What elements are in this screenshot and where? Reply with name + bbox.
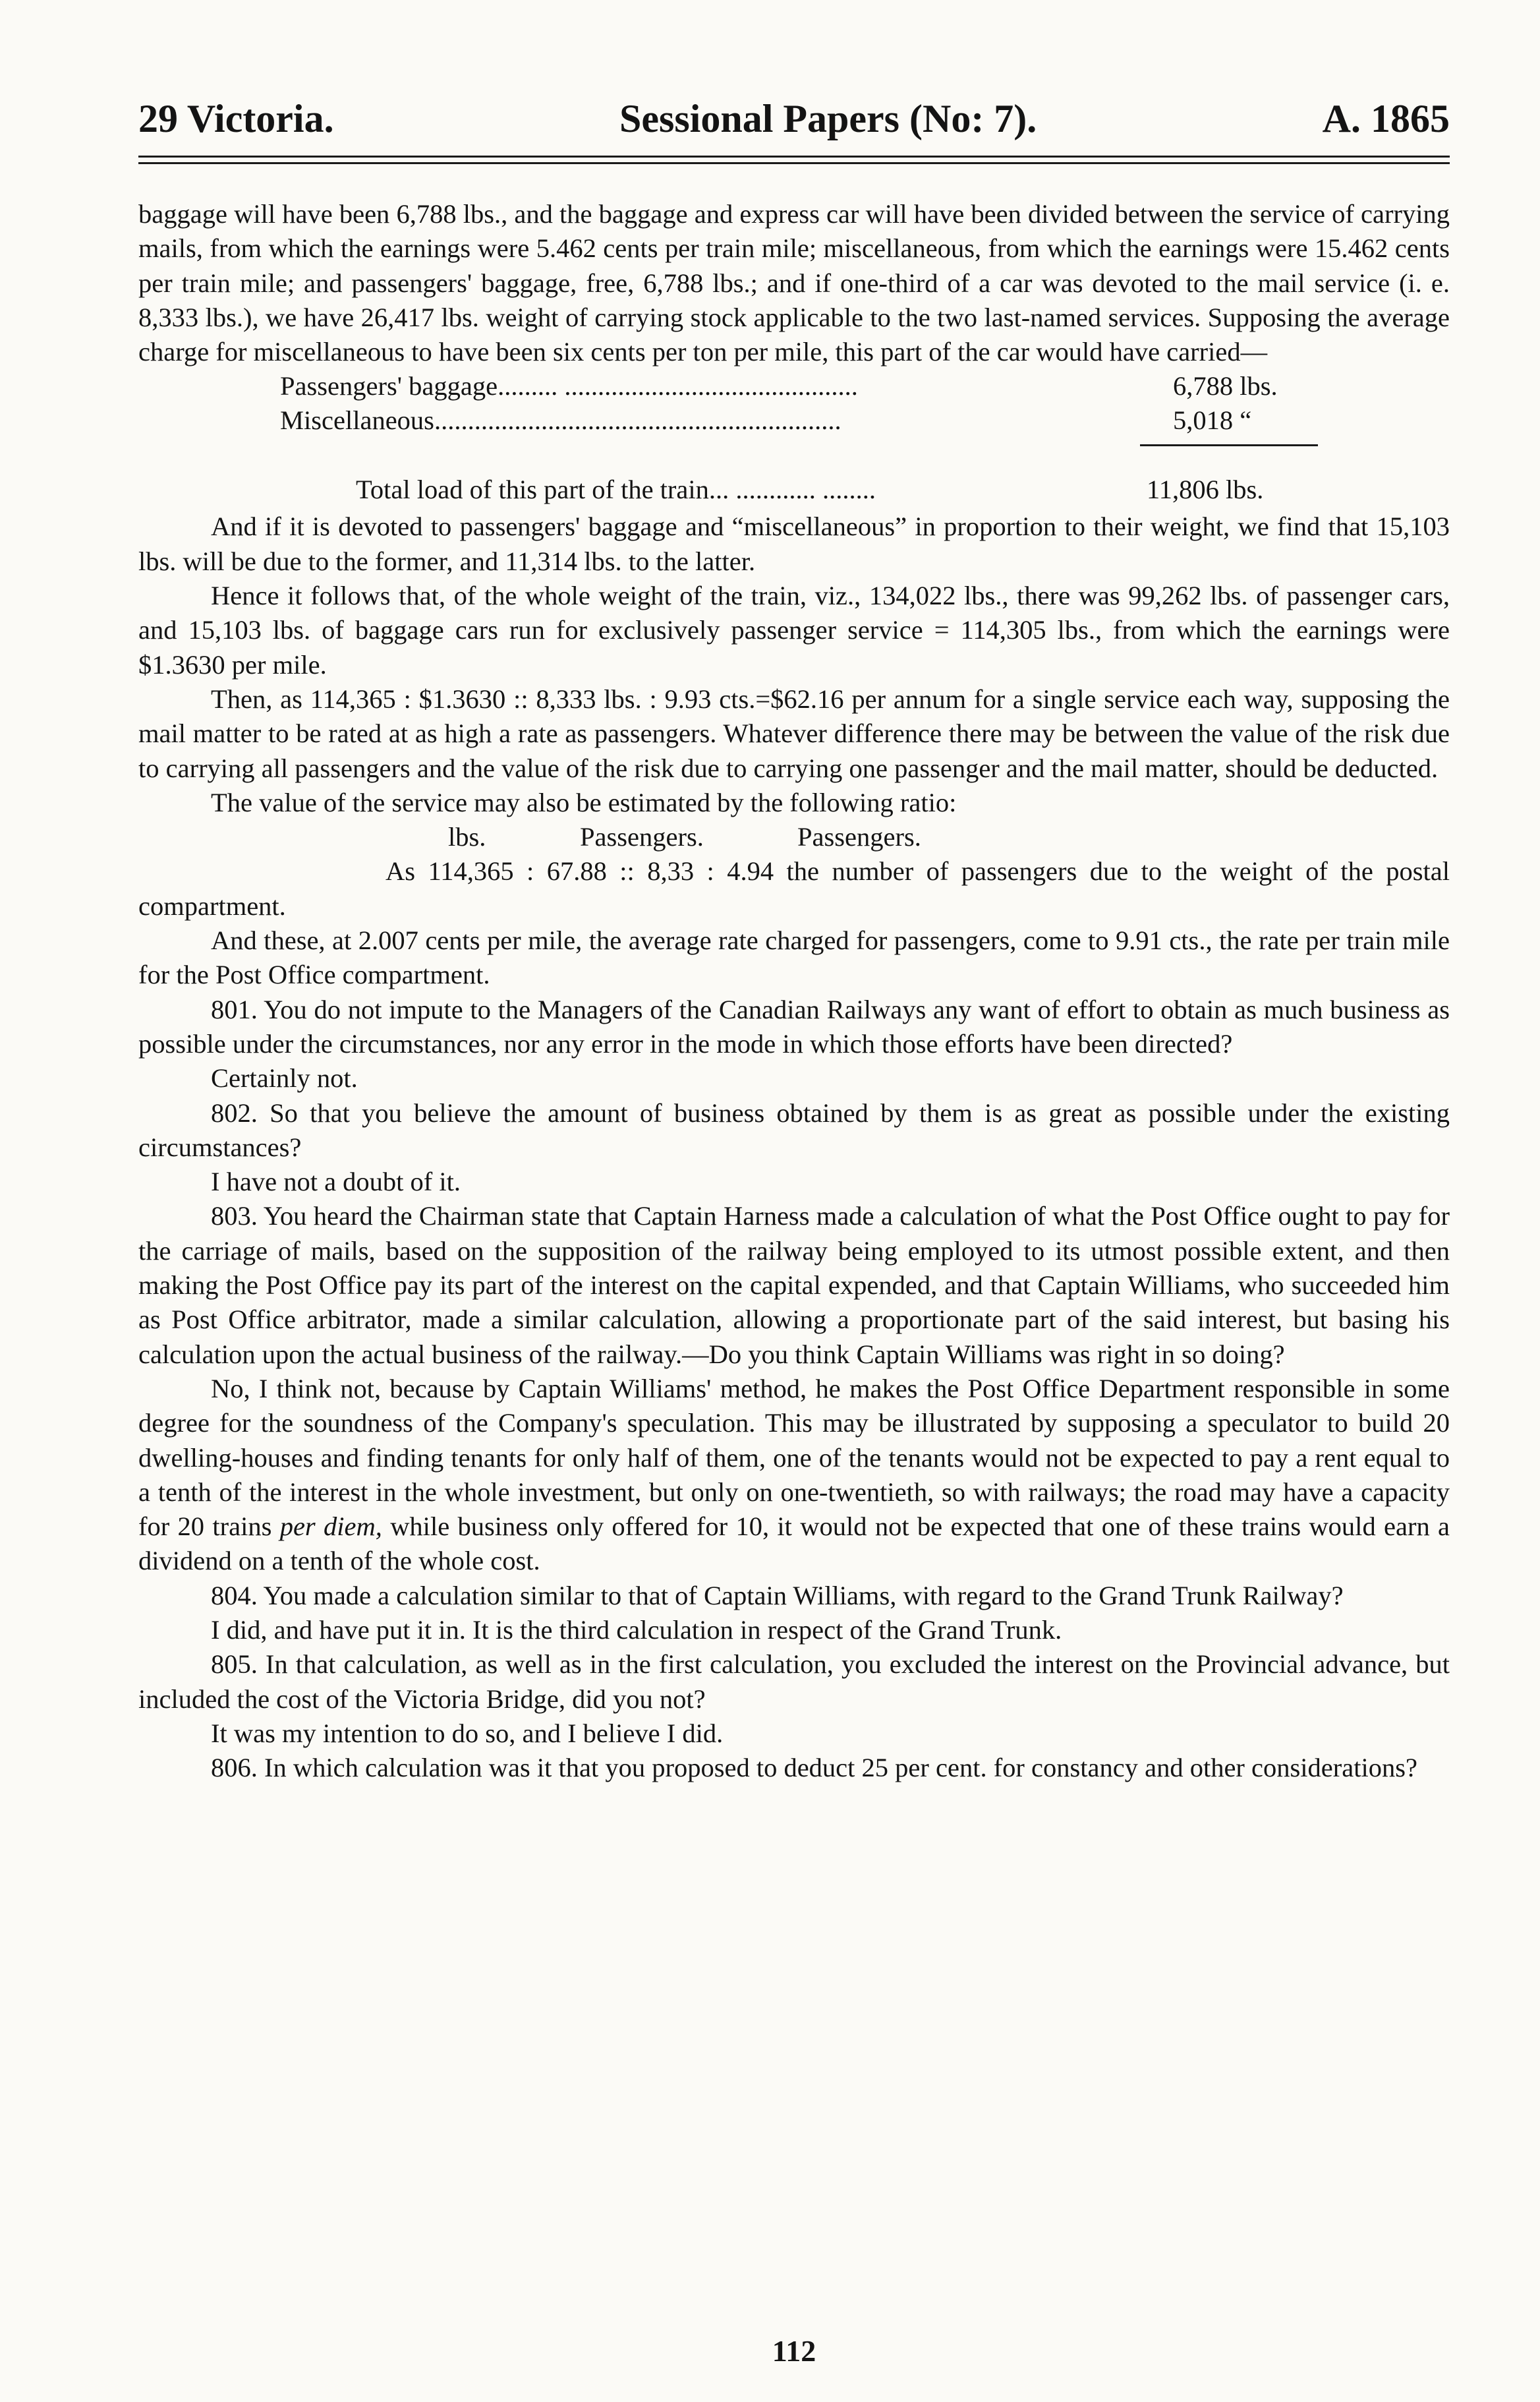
question: 804. You made a calculation similar to that of Captain Williams, with regard to the Grand Trunk Railway?	[211, 1580, 1344, 1610]
paragraph: Hence it follows that, of the whole weight of the train, viz., 134,022 lbs., there was 99,262 lbs. of passenger cars, and 15,103 lbs. of baggage cars run for exclusively passenger service = 114,305 lbs., from which the earnings were $1.3630 per mile.	[138, 581, 1450, 680]
load-row-label: Miscellaneous.............................................................	[280, 405, 841, 436]
header-session: 29 Victoria.	[138, 97, 334, 140]
load-row-value: 6,788 lbs.	[1173, 371, 1278, 401]
answer: Certainly not.	[211, 1063, 358, 1094]
paragraph: baggage will have been 6,788 lbs., and the baggage and express car will have been divided between the service of carrying mails, from which the earnings were 5.462 cents per train mile; miscellaneous, from which the earnings were 15.462 cents per train mile; and passengers' baggage, free, 6,788 lbs.; and if one-third of a car was devoted to the mail service (i. e. 8,333 lbs.), we have 26,417 lbs. weight of carrying stock applicable to the two last-named services. Supposing the average charge for miscellaneous to have been six cents per ton per mile, this part of the car would have carried—	[138, 199, 1450, 367]
load-total	[138, 473, 1450, 510]
body-text	[138, 197, 1450, 1785]
answer-part: No, I think not, because by Captain Williams' method, he makes the Post Office Department responsible in some degree for the soundness of the Company's speculation. This may be illustrated by supposing a speculator to build 20 dwelling-houses and finding tenants for only half of them, one of the tenants would not be expected to pay a rent equal to a tenth of the interest in the whole investment, but only on one-twentieth, so with railways; the road may have a capacity for 20 trains	[138, 1373, 1450, 1542]
paragraph: And if it is devoted to passengers' baggage and “miscellaneous” in proportion to their weight, we find that 15,103 lbs. will be due to the former, and 11,314 lbs. to the latter.	[138, 512, 1450, 576]
question: 802. So that you believe the amount of business obtained by them is as great as possible under the existing circumstances?	[138, 1098, 1450, 1162]
header-title: Sessional Papers (No: 7).	[619, 97, 1037, 140]
total-label: Total load of this part of the train... ............ ........	[356, 475, 876, 505]
answer: I did, and have put it in. It is the third calculation in respect of the Grand Trunk.	[211, 1614, 1062, 1645]
sum-rule	[1140, 444, 1318, 446]
ratio-header-cell: Passengers.	[580, 822, 704, 852]
ratio-header-cell: Passengers.	[797, 822, 921, 852]
document-page	[138, 92, 1450, 2386]
header-rule-top	[138, 156, 1450, 158]
question: 806. In which calculation was it that you proposed to deduct 25 per cent. for constancy and other considerations?	[211, 1753, 1417, 1783]
header-rule-bottom	[138, 162, 1450, 164]
header-year: A. 1865	[1322, 97, 1450, 140]
answer: It was my intention to do so, and I believe I did.	[211, 1718, 724, 1748]
question: 803. You heard the Chairman state that Captain Harness made a calculation of what the Post Office ought to pay for the carriage of mails, based on the supposition of the railway being employed to its utmost possible extent, and then making the Post Office pay its part of the interest on the capital expended, and that Captain Williams, who succeeded him as Post Office arbitrator, made a similar calculation, allowing a proportionate part of the said interest, but basing his calculation upon the actual business of the railway.—Do you think Captain Williams was right in so doing?	[138, 1201, 1450, 1369]
latin-phrase: per diem,	[279, 1511, 382, 1542]
paragraph: The value of the service may also be estimated by the following ratio:	[211, 787, 957, 817]
load-row-label: Passengers' baggage......... ............................................	[280, 371, 858, 401]
question: 805. In that calculation, as well as in the first calculation, you excluded the interest on the Provincial advance, but included the cost of the Victoria Bridge, did you not?	[138, 1649, 1450, 1714]
ratio-line: As 114,365 : 67.88 :: 8,33 : 4.94 the number of passengers due to the weight of the postal compartment.	[138, 856, 1450, 921]
ratio-header	[138, 820, 1450, 854]
answer: I have not a doubt of it.	[211, 1167, 461, 1197]
running-header	[138, 92, 1450, 152]
paragraph: Then, as 114,365 : $1.3630 :: 8,333 lbs. : 9.93 cts.=$62.16 per annum for a single service each way, supposing the mail matter to be rated at as high a rate as passengers. Whatever difference there may be between the value of the risk due to carrying all passengers and the value of the risk due to carrying one passenger and the mail matter, should be deducted.	[138, 684, 1450, 783]
paragraph: And these, at 2.007 cents per mile, the average rate charged for passengers, come to 9.91 cts., the rate per train mile for the Post Office compartment.	[138, 925, 1450, 990]
question: 801. You do not impute to the Managers of the Canadian Railways any want of effort to obtain as much business as possible under the circumstances, nor any error in the mode in which those efforts have been directed?	[138, 994, 1450, 1059]
answer	[138, 1372, 1450, 1579]
load-row-value: 5,018 “	[1173, 405, 1252, 436]
load-table	[138, 369, 1450, 473]
page-number: 112	[772, 2334, 816, 2368]
answer-part: while business only offered for 10, it would not be expected that one of these trains would earn a dividend on a tenth of the whole cost.	[138, 1511, 1450, 1576]
total-value: 11,806 lbs.	[1147, 475, 1264, 505]
ratio-header-cell: lbs.	[448, 822, 486, 852]
